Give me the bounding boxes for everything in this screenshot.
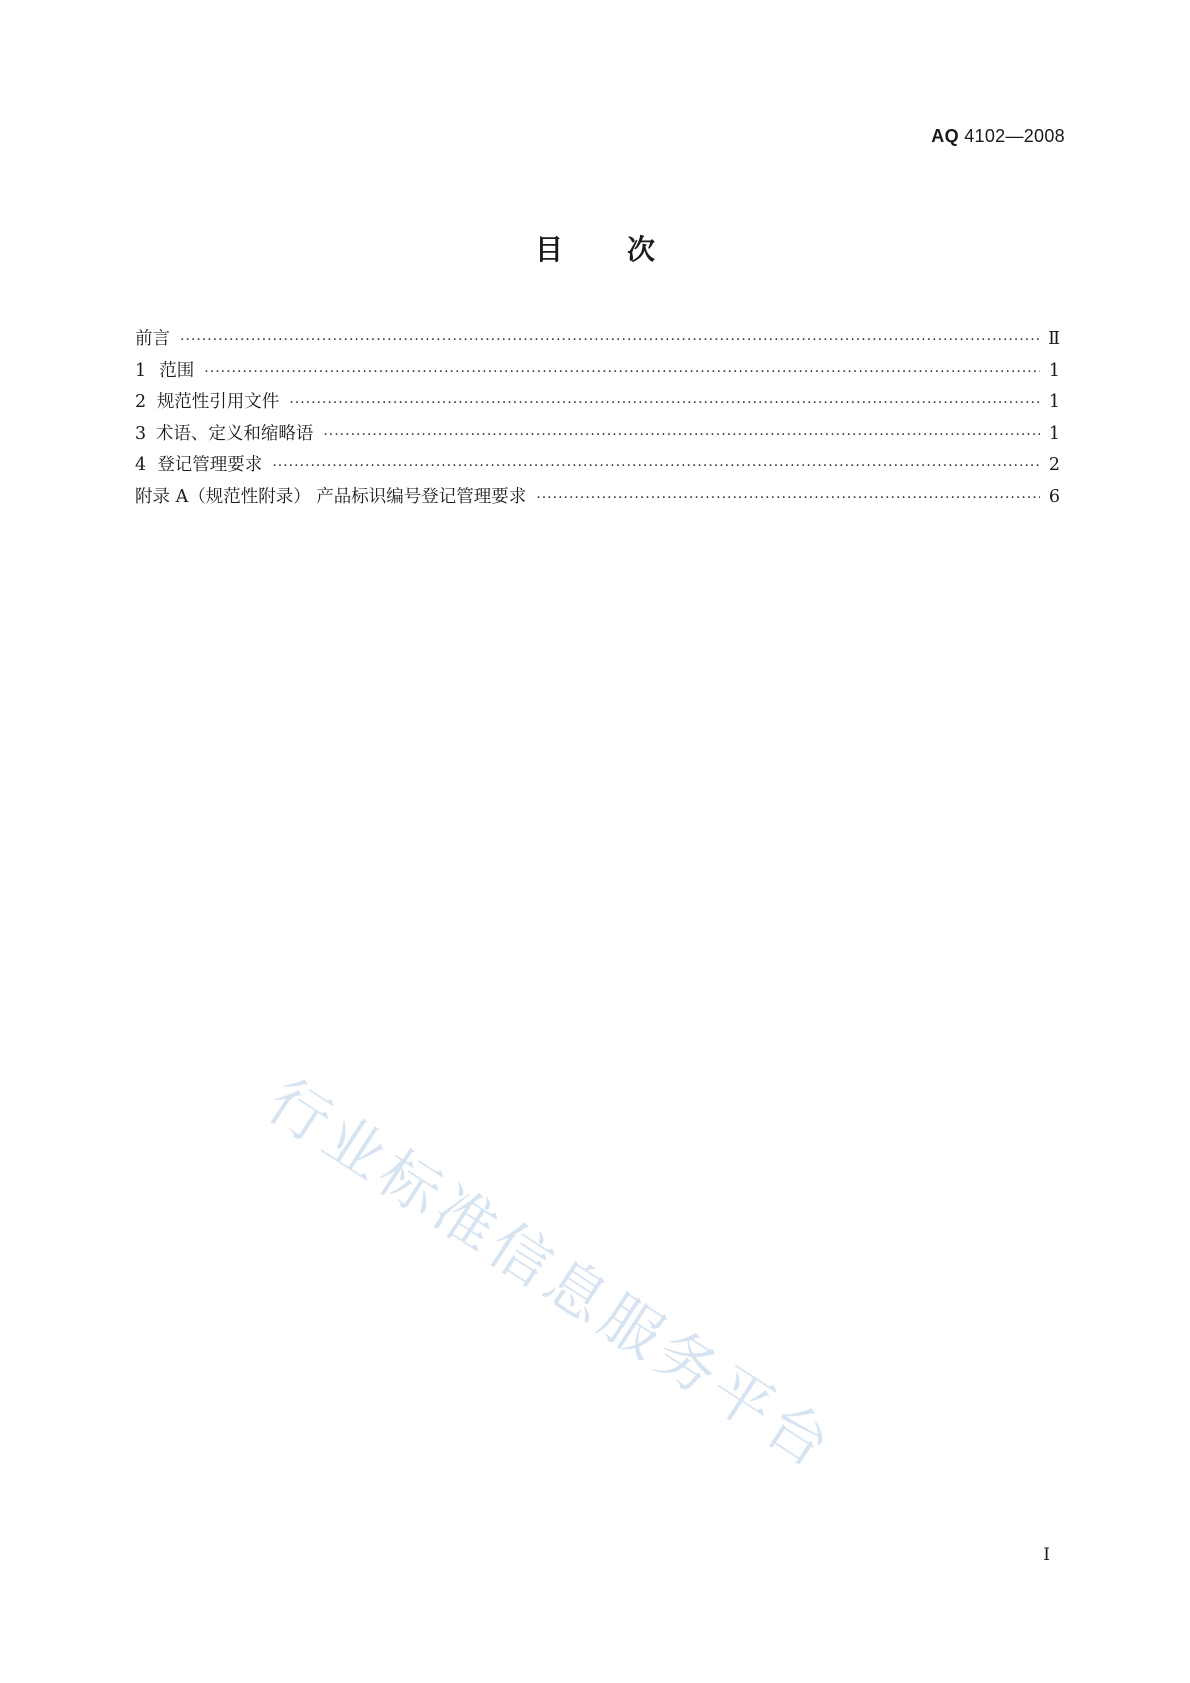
toc-leader — [536, 490, 1040, 506]
toc-item-number: 2 — [135, 392, 147, 412]
toc-item-label: 前言 — [135, 329, 170, 349]
toc-item-label: 范围 — [159, 360, 195, 381]
toc-item-annex-a[interactable] — [135, 483, 1060, 515]
toc-leader — [204, 364, 1040, 380]
toc-leader — [323, 427, 1040, 443]
toc-item-page: 1 — [1048, 392, 1060, 412]
toc-item-number: 3 — [135, 423, 147, 444]
toc-item-page: 2 — [1048, 455, 1060, 475]
toc-item-foreword[interactable] — [135, 325, 1060, 357]
table-of-contents — [135, 325, 1060, 514]
toc-item-label: 规范性引用文件 — [156, 392, 280, 412]
toc-item-page: 1 — [1048, 423, 1060, 444]
toc-item-label: 登记管理要求 — [157, 455, 263, 475]
toc-item-page: Ⅱ — [1048, 329, 1060, 349]
standard-code — [931, 126, 1065, 147]
toc-item-normative-references[interactable] — [135, 388, 1060, 420]
toc-item-registration-requirements[interactable] — [135, 451, 1060, 483]
toc-item-scope[interactable] — [135, 357, 1060, 389]
toc-leader — [272, 458, 1040, 474]
standard-prefix: AQ — [931, 126, 959, 146]
toc-leader — [180, 332, 1040, 348]
toc-item-page: 1 — [1048, 360, 1060, 381]
toc-item-label: 附录 A（规范性附录） 产品标识编号登记管理要求 — [135, 486, 527, 507]
toc-item-number: 1 — [135, 360, 147, 381]
toc-leader — [289, 395, 1040, 411]
watermark: 行业标准信息服务平台 — [254, 1065, 847, 1485]
page-number: I — [1043, 1545, 1050, 1565]
toc-item-number: 4 — [135, 455, 147, 475]
standard-number: 4102—2008 — [964, 126, 1065, 146]
page-title: 目次 — [534, 233, 719, 266]
toc-item-page: 6 — [1048, 486, 1060, 507]
toc-item-terms-definitions[interactable] — [135, 420, 1060, 452]
toc-item-label: 术语、定义和缩略语 — [155, 423, 314, 444]
